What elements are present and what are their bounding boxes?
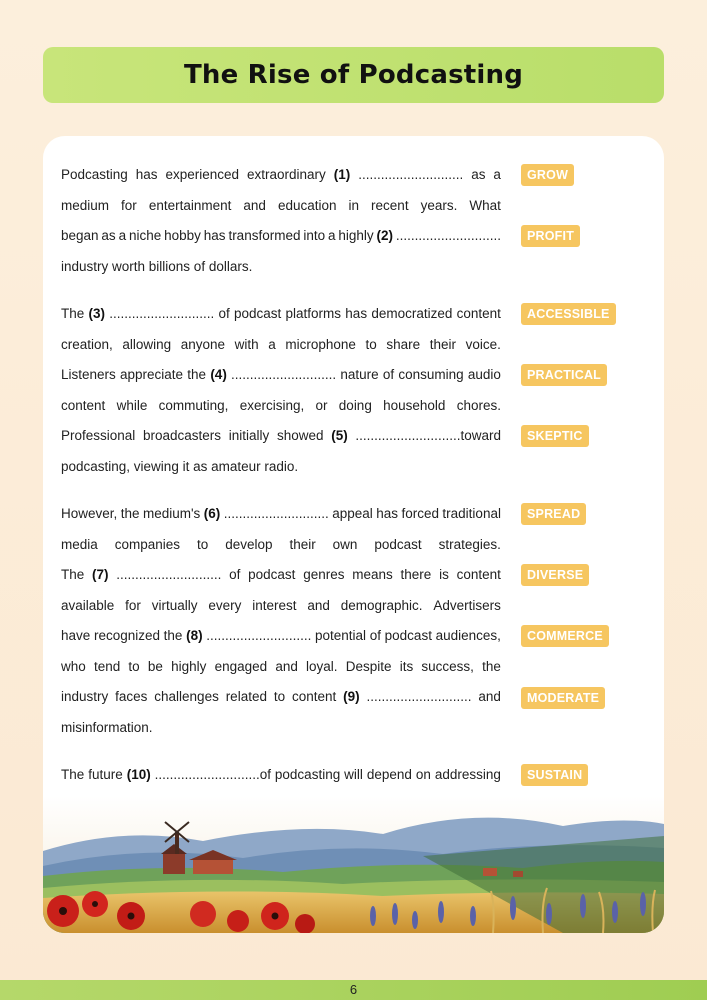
word: ............................ — [231, 367, 337, 382]
word: consuming — [398, 367, 464, 382]
word: doing — [338, 397, 372, 413]
word: media — [61, 536, 98, 552]
word: hobby — [164, 228, 201, 243]
word: exercising, — [239, 397, 305, 413]
text-line — [61, 299, 501, 330]
word: education — [277, 197, 337, 213]
word-tag-3: ACCESSIBLE — [521, 303, 616, 325]
word: podcast — [234, 306, 282, 321]
blank-number: (7) — [92, 567, 109, 582]
word: years. — [420, 197, 458, 213]
word: challenges — [154, 689, 219, 704]
word: in — [348, 197, 360, 213]
word: ............................ — [395, 228, 501, 243]
word: highly — [171, 658, 207, 674]
word: their — [429, 336, 456, 352]
blank-number: (4) — [210, 367, 227, 382]
word: initially — [228, 428, 270, 443]
word: commuting, — [158, 397, 229, 413]
word: companies — [114, 536, 181, 552]
word: content — [456, 567, 501, 582]
word: of — [218, 306, 230, 321]
word: potential — [315, 628, 367, 643]
word: means — [352, 567, 393, 582]
blank-number: (1) — [333, 167, 351, 182]
exercise-card — [43, 136, 664, 933]
word: democratized — [371, 306, 453, 321]
word: has — [345, 306, 368, 321]
word: podcast — [248, 567, 296, 582]
word: addressing — [434, 767, 501, 782]
word-tag-2: PROFIT — [521, 225, 580, 247]
word: to — [273, 689, 286, 704]
word: engaged — [214, 658, 268, 674]
word: platforms — [285, 306, 342, 321]
word: The — [61, 306, 85, 321]
text-line — [61, 713, 501, 744]
word: medium — [61, 197, 110, 213]
text-line — [61, 652, 501, 683]
word: transformed — [228, 228, 301, 243]
text-line — [61, 760, 501, 791]
blank-number: (10) — [126, 767, 151, 782]
word: strategies. — [438, 536, 501, 552]
word: ............................ — [109, 306, 215, 321]
word: own — [332, 536, 358, 552]
word: creation, — [61, 336, 113, 352]
word: experienced — [165, 167, 240, 182]
word: be — [147, 658, 163, 674]
word: audiences, — [435, 628, 501, 643]
word: and — [307, 597, 330, 613]
blank-number: (9) — [343, 689, 360, 704]
word: who — [61, 658, 86, 674]
word: recognized — [93, 628, 160, 643]
word: of — [229, 567, 241, 582]
landscape-illustration — [43, 796, 664, 933]
word: and — [275, 658, 298, 674]
word: anyone — [180, 336, 226, 352]
word-tag-5: SKEPTIC — [521, 425, 589, 447]
word: Listeners — [61, 367, 116, 382]
text-line — [61, 421, 501, 452]
word: of — [369, 628, 381, 643]
word: their — [289, 536, 316, 552]
word-tag-8: COMMERCE — [521, 625, 609, 647]
word-tag-4: PRACTICAL — [521, 364, 607, 386]
word: is — [439, 567, 449, 582]
word-tag-7: DIVERSE — [521, 564, 589, 586]
word: a — [268, 336, 276, 352]
word: has — [135, 167, 158, 182]
word: a — [118, 228, 127, 243]
word: appeal — [332, 506, 373, 521]
word: podcast — [384, 628, 432, 643]
word: loyal. — [306, 658, 338, 674]
word: content — [61, 397, 106, 413]
word: niche — [128, 228, 162, 243]
paragraph-2 — [61, 299, 501, 482]
text-line — [61, 621, 501, 652]
word: content — [291, 689, 337, 704]
text-segment: misinformation. — [61, 719, 153, 735]
word: depend — [366, 767, 412, 782]
word: ............................ — [223, 506, 329, 521]
word: there — [400, 567, 432, 582]
word: a — [493, 167, 501, 182]
word: while — [116, 397, 148, 413]
word: demographic. — [340, 597, 423, 613]
paragraph-1 — [61, 160, 501, 282]
word: interest — [252, 597, 297, 613]
word: to — [128, 658, 140, 674]
word: develop — [225, 536, 273, 552]
text-line — [61, 160, 501, 191]
word-tag-6: SPREAD — [521, 503, 586, 525]
word: voice. — [465, 336, 501, 352]
word: ............................ — [206, 628, 312, 643]
text-line — [61, 560, 501, 591]
farmhouse-icon — [163, 854, 185, 874]
word: and — [478, 689, 501, 704]
word: ............................of — [154, 767, 271, 782]
word: podcast — [374, 536, 422, 552]
blank-number: (6) — [203, 506, 221, 521]
text-line — [61, 391, 501, 422]
word: podcasting — [274, 767, 341, 782]
word: appreciate — [120, 367, 184, 382]
text-line — [61, 330, 501, 361]
blank-number: (8) — [186, 628, 203, 643]
word: with — [234, 336, 259, 352]
word: What — [469, 197, 501, 213]
word: has — [376, 506, 398, 521]
text-line — [61, 530, 501, 561]
barn-icon — [193, 860, 233, 874]
word: ............................toward — [355, 428, 501, 443]
word: available — [61, 597, 115, 613]
text-line — [61, 499, 501, 530]
word: industry — [61, 689, 109, 704]
word: tend — [93, 658, 121, 674]
word: showed — [276, 428, 324, 443]
word: traditional — [442, 506, 501, 521]
word: has — [203, 228, 226, 243]
word: its — [399, 658, 414, 674]
word: began — [61, 228, 99, 243]
page-number: 6 — [349, 982, 358, 997]
word: on — [415, 767, 431, 782]
text-segment: podcasting, viewing it as amateur radio. — [61, 458, 299, 474]
word: forced — [401, 506, 439, 521]
word: Advertisers — [433, 597, 501, 613]
page-footer — [0, 980, 707, 1000]
word: Professional — [61, 428, 136, 443]
word: The — [61, 567, 85, 582]
title-banner — [43, 47, 664, 103]
word: medium's — [142, 506, 201, 521]
word: into — [303, 228, 326, 243]
word: extraordinary — [247, 167, 326, 182]
word: future — [88, 767, 123, 782]
word: as — [471, 167, 486, 182]
word: Podcasting — [61, 167, 128, 182]
word-tag-9: MODERATE — [521, 687, 605, 709]
word: entertainment — [148, 197, 232, 213]
word-tag-1: GROW — [521, 164, 574, 186]
word: to — [196, 536, 209, 552]
word: for — [125, 597, 141, 613]
word: content — [456, 306, 501, 321]
word: Despite — [345, 658, 392, 674]
word: or — [315, 397, 328, 413]
word: the — [120, 506, 140, 521]
word: genres — [303, 567, 345, 582]
word: microphone — [285, 336, 356, 352]
word: audio — [467, 367, 501, 382]
word: every — [208, 597, 242, 613]
word: to — [365, 336, 377, 352]
word: as — [101, 228, 116, 243]
word: of — [382, 367, 395, 382]
text-line — [61, 591, 501, 622]
word: the — [163, 628, 183, 643]
text-line — [61, 221, 501, 252]
word: for — [121, 197, 137, 213]
word: allowing — [122, 336, 172, 352]
word: chores. — [456, 397, 501, 413]
paragraph-3 — [61, 499, 501, 743]
word: faces — [115, 689, 148, 704]
text-line — [61, 682, 501, 713]
word: highly — [338, 228, 374, 243]
word: ............................ — [358, 167, 464, 182]
word: share — [386, 336, 421, 352]
text-line — [61, 191, 501, 222]
word: virtually — [151, 597, 198, 613]
blank-number: (2) — [376, 228, 394, 243]
page-title: The Rise of Podcasting — [183, 60, 524, 90]
word: a — [328, 228, 336, 243]
word: ............................ — [366, 689, 472, 704]
blank-number: (3) — [88, 306, 105, 321]
word: the — [482, 658, 501, 674]
word: have — [61, 628, 91, 643]
word: However, — [61, 506, 118, 521]
word: success, — [421, 658, 474, 674]
text-segment: industry worth billions of dollars. — [61, 258, 253, 274]
word: the — [187, 367, 207, 382]
text-line — [61, 252, 501, 283]
word: The — [61, 767, 85, 782]
word: and — [243, 197, 266, 213]
word: will — [344, 767, 363, 782]
word: recent — [371, 197, 409, 213]
blank-number: (5) — [331, 428, 348, 443]
word: nature — [340, 367, 379, 382]
word-tag-10: SUSTAIN — [521, 764, 588, 786]
word: related — [225, 689, 267, 704]
word: household — [383, 397, 446, 413]
word: broadcasters — [143, 428, 222, 443]
text-line — [61, 360, 501, 391]
word: ............................ — [116, 567, 222, 582]
text-line — [61, 452, 501, 483]
